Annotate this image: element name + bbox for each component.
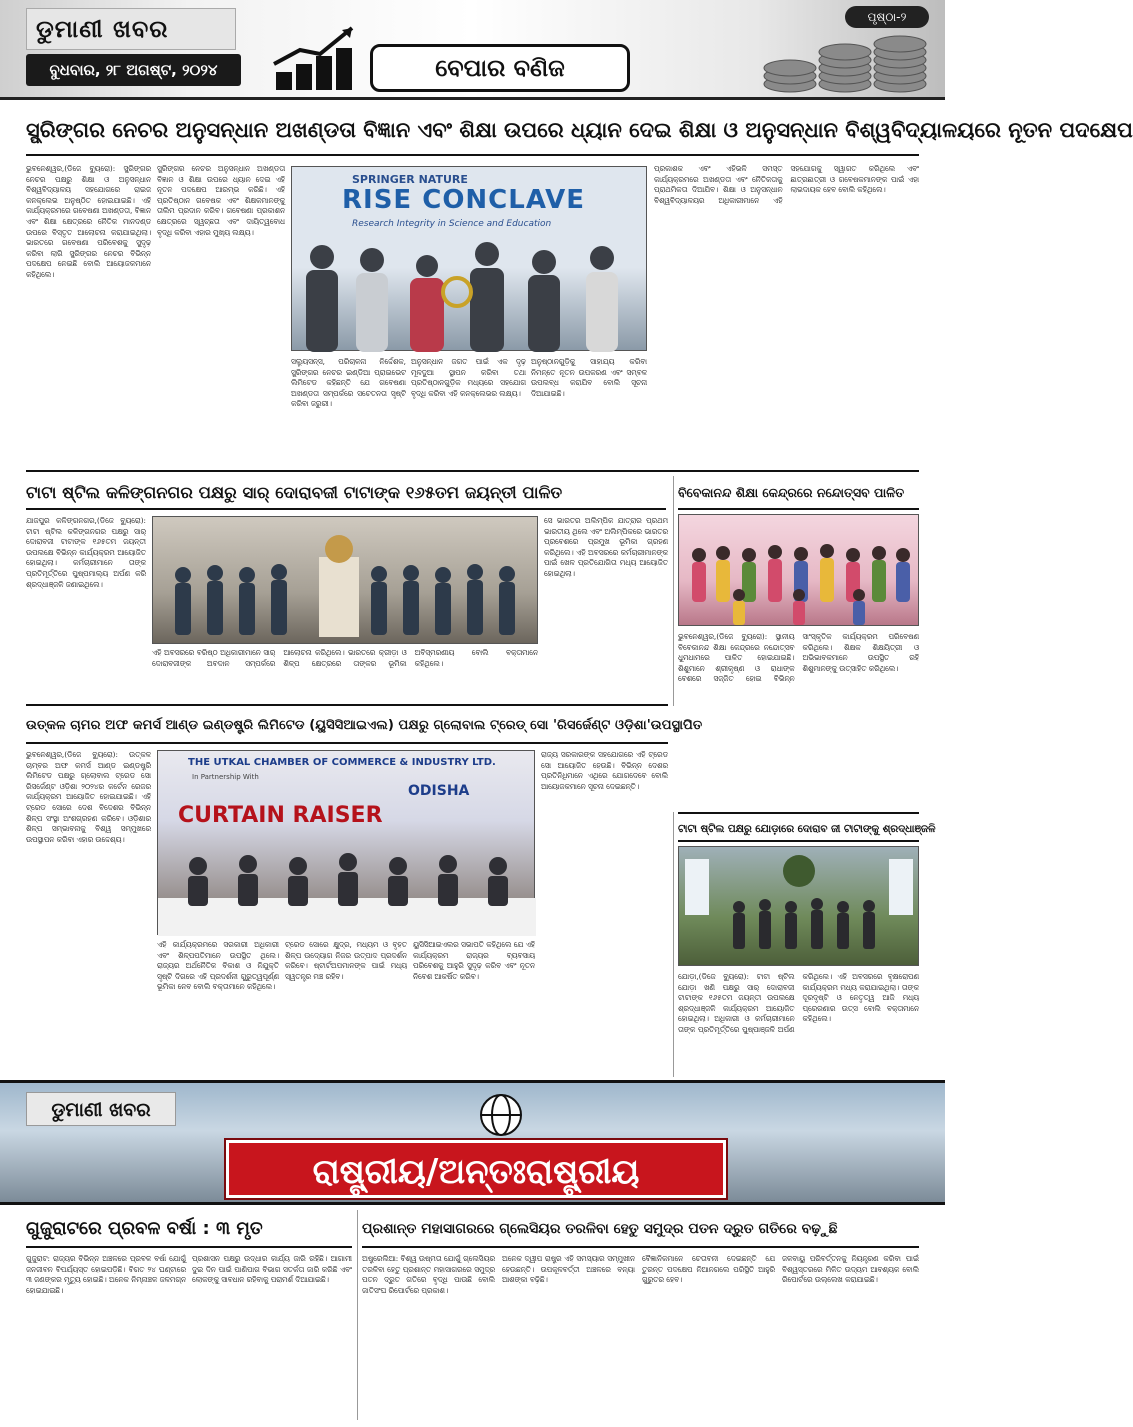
- photo-banner-sub: In Partnership With: [192, 773, 259, 781]
- story6-col1: ଗୁଜୁରାଟ: ରାଜ୍ୟର ବିଭିନ୍ନ ଅଞ୍ଚଳରେ ପ୍ରବଳ ବର୍ଷା ଯୋଗୁଁ ଜନଜୀବନ ବିପର୍ଯ୍ୟସ୍ତ ହୋଇପଡ଼ିଛି। ବିଗତ ୨୪ ଘଣ୍ଟାରେ ୩ ଜଣଙ୍କର ମୃତ୍ୟୁ ହୋଇଛି। ଅନେକ ନିମ୍ନାଞ୍ଚଳ ଜଳମଗ୍ନ ହୋଇଯାଇଛି।: [26, 1254, 186, 1295]
- story1-photo: [291, 166, 647, 351]
- story2-headline: ଟାଟା ଷ୍ଟିଲ କଳିଙ୍ଗନଗର ପକ୍ଷରୁ ସାର୍ ଦୋରାବଜୀ ଟାଟାଙ୍କ ୧୬୫ତମ ଜୟନ୍ତୀ ପାଳିତ: [26, 476, 666, 510]
- photo-banner-sub: Research Integrity in Science and Education: [352, 219, 552, 229]
- story7-col1: ଅଷ୍ଟ୍ରେଲିଆ: ବିଶ୍ୱ ଉଷ୍ମତା ଯୋଗୁଁ ଗ୍ଲେସିୟର ତରଳିବା ହେତୁ ପ୍ରଶାନ୍ତ ମହାସାଗରରେ ସମୁଦ୍ର ପତନ ଦ୍ରୁତ ଗତିରେ ବୃଦ୍ଧି ପାଉଛି ବୋଲି ଜାତିସଂଘ ରିପୋର୍ଟରେ ପ୍ରକାଶ।: [362, 1254, 495, 1295]
- globe-icon: [470, 1092, 532, 1138]
- story1-under-photo-1: ସଲ୍ୟୁସନ୍ସ, ପରିଚାଳନା ନିର୍ଦ୍ଦେଶକ, ସ୍ପ୍ରିଙ୍ଗର ନେଚର ଇଣ୍ଡିଆ ପ୍ରାଇଭେଟ ଲିମିଟେଡ କହିଛନ୍ତି ଯେ ଗବେଷଣା ଅଖଣ୍ଡତା ସମ୍ପର୍କରେ ସଚେତନତା ସୃଷ୍ଟି କରିବା ଜରୁରୀ।: [291, 357, 406, 409]
- story7-col2: ଅନେକ ଦ୍ୱୀପ ରାଷ୍ଟ୍ର ଏହି ସମସ୍ୟାର ସମ୍ମୁଖୀନ ହେଉଛନ୍ତି। ଉପକୂଳବର୍ତ୍ତୀ ଅଞ୍ଚଳରେ ବନ୍ୟା ଆଶଙ୍କା ବଢ଼ିଛି।: [502, 1254, 635, 1285]
- vertical-divider: [673, 812, 674, 1077]
- story1-under-photo-3: ଅନୁଷ୍ଠାନଗୁଡ଼ିକୁ ସାହାଯ୍ୟ କରିବା ନିମନ୍ତେ ନୂତନ ଉପକରଣ ଏବଂ ସମ୍ବଳ ଉପଲବ୍ଧ କରାଯିବ ବୋଲି ସୂଚନା ଦିଆଯାଇଛି।: [531, 357, 647, 398]
- story4-col5: ରାଜ୍ୟ ସରକାରଙ୍କ ସହଯୋଗରେ ଏହି ଟ୍ରେଡ ସୋ ଆୟୋଜିତ ହେଉଛି। ବିଭିନ୍ନ ଦେଶର ପ୍ରତିନିଧିମାନେ ଏଥିରେ ଯୋଗଦେବେ ବୋଲି ଆୟୋଜକମାନେ ସୂଚନା ଦେଇଛନ୍ତି।: [541, 750, 668, 791]
- story6-headline: ଗୁଜୁରାଟରେ ପ୍ରବଳ ବର୍ଷା : ୩ ମୃତ: [26, 1210, 352, 1248]
- issue-date: ବୁଧବାର, ୨୮ ଅଗଷ୍ଟ, ୨୦୨୪: [26, 54, 241, 86]
- story4-col3: ଟ୍ରେଡ ସୋରେ କ୍ଷୁଦ୍ର, ମଧ୍ୟମ ଓ ବୃହତ ଶିଳ୍ପ ଉଦ୍ୟୋଗ ନିଜର ଉତ୍ପାଦ ପ୍ରଦର୍ଶନ କରିବେ। ଷ୍ଟାର୍ଟଅପମାନଙ୍କ ପାଇଁ ମଧ୍ୟ ସ୍ୱତନ୍ତ୍ର ମଞ୍ଚ ରହିବ।: [285, 940, 407, 981]
- story7-col4: ଜଳବାୟୁ ପରିବର୍ତ୍ତନକୁ ନିୟନ୍ତ୍ରଣ କରିବା ପାଇଁ ବିଶ୍ୱସ୍ତରରେ ମିଳିତ ଉଦ୍ୟମ ଆବଶ୍ୟକ ବୋଲି ରିପୋର୍ଟରେ ଉଲ୍ଲେଖ କରାଯାଇଛି।: [782, 1254, 919, 1285]
- story3-text: ଭୁବନେଶ୍ୱର,(ଡିଜେ ବ୍ୟୁରୋ): ସ୍ଥାନୀୟ ବିବେକାନନ୍ଦ ଶିକ୍ଷା କେନ୍ଦ୍ରରେ ନନ୍ଦୋତ୍ସବ ଧୁମଧାମରେ ପାଳିତ ହୋଇଯାଇଛି। ଶିଶୁମାନେ ଶ୍ରୀକୃଷ୍ଣ ଓ ରାଧାଙ୍କ ବେଶରେ ସଜ୍ଜିତ ହୋଇ ବିଭିନ୍ନ ସାଂସ୍କୃତିକ କାର୍ଯ୍ୟକ୍ରମ ପରିବେଷଣ କରିଥିଲେ। ଶିକ୍ଷକ ଶିକ୍ଷୟିତ୍ରୀ ଓ ଅଭିଭାବକମାନେ ଉପସ୍ଥିତ ରହି ଶିଶୁମାନଙ୍କୁ ଉତ୍ସାହିତ କରିଥିଲେ।: [678, 632, 919, 684]
- divider: [26, 704, 668, 706]
- story7-headline: ପ୍ରଶାନ୍ତ ମହାସାଗରରେ ଗ୍ଲେସିୟର ତରଳିବା ହେତୁ ସମୁଦ୍ର ପତନ ଦ୍ରୁତ ଗତିରେ ବଢ଼ୁଛି: [362, 1210, 919, 1248]
- story5-text: ଯୋଡ଼ା,(ଡିଜେ ବ୍ୟୁରୋ): ଟାଟା ଷ୍ଟିଲ ଯୋଡ଼ା ଖଣି ପକ୍ଷରୁ ସାର୍ ଦୋରାବଜୀ ଟାଟାଙ୍କ ୧୬୫ତମ ଜୟନ୍ତୀ ଉପଲକ୍ଷେ ଶ୍ରଦ୍ଧାଞ୍ଜଳି କାର୍ଯ୍ୟକ୍ରମ ଆୟୋଜିତ ହୋଇଥିଲା। ଅଧିକାରୀ ଓ କର୍ମଚାରୀମାନେ ତାଙ୍କ ପ୍ରତିମୂର୍ତ୍ତିରେ ପୁଷ୍ପାଞ୍ଜଳି ଅର୍ପଣ କରିଥିଲେ। ଏହି ଅବସରରେ ବୃକ୍ଷରୋପଣ କାର୍ଯ୍ୟକ୍ରମ ମଧ୍ୟ କରାଯାଇଥିଲା। ତାଙ୍କ ଦୂରଦୃଷ୍ଟି ଓ ନେତୃତ୍ୱ ଆଜି ମଧ୍ୟ ପ୍ରେରଣାର ଉତ୍ସ ବୋଲି ବକ୍ତାମାନେ କହିଥିଲେ।: [678, 972, 919, 1034]
- people-silhouettes: [292, 232, 648, 352]
- coin-stack-image: [750, 20, 940, 96]
- divider: [26, 470, 919, 472]
- story4-col4: ୟୁସିସିଆଇଏଲର ସଭାପତି କହିଥିଲେ ଯେ ଏହି କାର୍ଯ୍ୟକ୍ରମ ରାଜ୍ୟର ବ୍ୟବସାୟ ପରିବେଶକୁ ଆହୁରି ସୁଦୃଢ଼ କରିବ ଏବଂ ନୂତନ ନିବେଶ ଆକର୍ଷିତ କରିବ।: [413, 940, 535, 981]
- page-number: ପୃଷ୍ଠା-୨: [845, 6, 929, 28]
- section-title: ବେପାର ବଣିଜ: [370, 44, 630, 92]
- brand-name: ଡୁମାଣୀ ଖବର: [36, 14, 169, 43]
- coin-growth-icon: [270, 24, 360, 94]
- panel-silhouettes: [158, 836, 536, 936]
- photo-banner: THE UTKAL CHAMBER OF COMMERCE & INDUSTRY LTD.: [188, 757, 496, 768]
- story3-headline: ବିବେକାନନ୍ଦ ଶିକ୍ଷା କେନ୍ଦ୍ରରେ ନନ୍ଦୋତ୍ସବ ପାଳିତ: [678, 476, 919, 510]
- story5-headline: ଟାଟା ଷ୍ଟିଲ ପକ୍ଷରୁ ଯୋଡ଼ାରେ ଦୋରାବ ଜୀ ଟାଟାଙ୍କୁ ଶ୍ରଦ୍ଧାଞ୍ଜଳି: [678, 812, 919, 842]
- photo-logo: ODISHA: [408, 783, 470, 799]
- section2-brand: ଡୁମାଣୀ ଖବର: [26, 1092, 176, 1126]
- staff-group-silhouettes: [153, 517, 539, 645]
- story4-photo: [157, 750, 535, 935]
- photo-caption: CURTAIN RAISER: [178, 803, 383, 828]
- photo-banner-main: RISE CONCLAVE: [342, 185, 586, 215]
- national-section-title: ରାଷ୍ଟ୍ରୀୟ/ଅନ୍ତଃରାଷ୍ଟ୍ରୀୟ: [226, 1140, 726, 1198]
- story1-col3: ପ୍ରକାଶକ ଏବଂ ଏହିଭଳି ସମସ୍ତ କାର୍ଯ୍ୟକ୍ରମରେ ଅଖଣ୍ଡତା ଏବଂ ନୈତିକତାକୁ ପ୍ରାଥମିକତା ଦିଆଯିବ। ଶିକ୍ଷା ଓ ଅନୁସନ୍ଧାନ ବିଶ୍ୱବିଦ୍ୟାଳୟର ଅଧିକାରୀମାନେ ଏହି ସହଯୋଗକୁ ସ୍ୱାଗତ କରିଥିଲେ ଏବଂ ଛାତ୍ରଛାତ୍ରୀ ଓ ଗବେଷକମାନଙ୍କ ପାଇଁ ଏହା ଲାଭଦାୟକ ହେବ ବୋଲି କହିଥିଲେ।: [654, 164, 919, 205]
- story4-col2: ଏହି କାର୍ଯ୍ୟକ୍ରମରେ ସରକାରୀ ଅଧିକାରୀ ଏବଂ ଶିଳ୍ପପତିମାନେ ଉପସ୍ଥିତ ଥିଲେ। ରାଜ୍ୟର ଅର୍ଥନୈତିକ ବିକାଶ ଓ ନିଯୁକ୍ତି ସୃଷ୍ଟି ଦିଗରେ ଏହି ପ୍ରଦର୍ଶନୀ ଗୁରୁତ୍ୱପୂର୍ଣ୍ଣ ଭୂମିକା ନେବ ବୋଲି ବକ୍ତାମାନେ କହିଥିଲେ।: [157, 940, 279, 992]
- story6-col2: ପ୍ରଶାସନ ପକ୍ଷରୁ ଉଦ୍ଧାର କାର୍ଯ୍ୟ ଜାରି ରହିଛି। ଆଗାମୀ ଦୁଇ ଦିନ ପାଇଁ ପାଣିପାଗ ବିଭାଗ ସତର୍କତା ଜାରି କରିଛି ଏବଂ ଲୋକଙ୍କୁ ସାବଧାନ ରହିବାକୁ ପରାମର୍ଶ ଦିଆଯାଇଛି।: [192, 1254, 352, 1285]
- story7-col3: ବୈଜ୍ଞାନିକମାନେ ଚେତାବନୀ ଦେଇଛନ୍ତି ଯେ ତୁରନ୍ତ ପଦକ୍ଷେପ ନିଆନଗଲେ ପରିସ୍ଥିତି ଆହୁରି ଗୁରୁତର ହେବ।: [642, 1254, 775, 1285]
- story4-col1: ଭୁବନେଶ୍ୱର,(ଡିଜେ ବ୍ୟୁରୋ): ଉତ୍କଳ ଚାମ୍ବର ଅଫ କମର୍ସ ଆଣ୍ଡ ଇଣ୍ଡଷ୍ଟ୍ରି ଲିମିଟେଡ ପକ୍ଷରୁ ଗ୍ଲୋବାଲ ଟ୍ରେଡ ସୋ ରିସର୍ଜେଣ୍ଟ ଓଡ଼ିଶା ୨୦୨୪ର କର୍ଟେନ ରେଜର କାର୍ଯ୍ୟକ୍ରମ ଆୟୋଜିତ ହୋଇଯାଇଛି। ଏହି ଟ୍ରେଡ ସୋରେ ଦେଶ ବିଦେଶର ବିଭିନ୍ନ ଶିଳ୍ପ ସଂସ୍ଥା ଅଂଶଗ୍ରହଣ କରିବେ। ଓଡ଼ିଶାର ଶିଳ୍ପ ସମ୍ଭାବନାକୁ ବିଶ୍ୱ ସମ୍ମୁଖରେ ଉପସ୍ଥାପନ କରିବା ଏହାର ଉଦ୍ଦେଶ୍ୟ।: [26, 750, 151, 844]
- photo-banner-top: SPRINGER NATURE: [352, 173, 468, 186]
- children-group-silhouettes: [679, 515, 920, 627]
- story1-col1: ଭୁବନେଶ୍ୱର,(ଡିଜେ ବ୍ୟୁରୋ): ସ୍ପ୍ରିଙ୍ଗର ନେଚର ପକ୍ଷରୁ ଶିକ୍ଷା ଓ ଅନୁସନ୍ଧାନ ବିଶ୍ୱବିଦ୍ୟାଳୟ ସହଯୋଗରେ ରାଇଜ କନକ୍ଲେଭ ଅନୁଷ୍ଠିତ ହୋଇଯାଇଛି। ଏହି କାର୍ଯ୍ୟକ୍ରମରେ ଗବେଷଣା ଅଖଣ୍ଡତା, ବିଜ୍ଞାନ ଏବଂ ଶିକ୍ଷା କ୍ଷେତ୍ରରେ ନୈତିକ ମାନଦଣ୍ଡ ଉପରେ ବିସ୍ତୃତ ଆଲୋଚନା କରାଯାଇଥିଲା। ଭାରତରେ ଗବେଷଣା ପରିବେଶକୁ ସୁଦୃଢ଼ କରିବା ଲାଗି ସ୍ପ୍ରିଙ୍ଗର ନେଚର ବିଭିନ୍ନ ପଦକ୍ଷେପ ନେଇଛି ବୋଲି ଆୟୋଜକମାନେ କହିଥିଲେ।: [26, 164, 151, 279]
- garden-gathering-silhouettes: [679, 847, 920, 967]
- story3-photo: [678, 514, 919, 626]
- story4-headline: ଉତ୍କଳ ଚାମର ଅଫ କମର୍ସ ଆଣ୍ଡ ଇଣ୍ଡଷ୍ଟ୍ରି ଲିମିଟେଡ (ୟୁସିସିଆଇଏଲ) ପକ୍ଷରୁ ଗ୍ଲୋବାଲ ଟ୍ରେଡ୍ ସୋ 'ରିସର୍ଜେଣ୍ଟ ଓଡ଼ିଶା'ଉପସ୍ଥାପିତ: [26, 708, 668, 744]
- story1-under-photo-2: ଅନୁସନ୍ଧାନ ଜଗତ ପାଇଁ ଏକ ଦୃଢ଼ ମୂଳଦୁଆ ସ୍ଥାପନ କରିବା ତଥା ପ୍ରତିଷ୍ଠାନଗୁଡ଼ିକ ମଧ୍ୟରେ ସହଯୋଗ ବୃଦ୍ଧି କରିବା ଏହି କନକ୍ଲେଭର ଲକ୍ଷ୍ୟ।: [411, 357, 526, 398]
- vertical-divider: [357, 1210, 358, 1420]
- story1-col2: ସ୍ପ୍ରିଙ୍ଗର ନେଚର ଅନୁସନ୍ଧାନ ଅଖଣ୍ଡତା ବିଜ୍ଞାନ ଓ ଶିକ୍ଷା ଉପରେ ଧ୍ୟାନ ଦେଇ ଏହି ନୂତନ ପଦକ୍ଷେପ ଆରମ୍ଭ କରିଛି। ଏହି ପ୍ରତିଷ୍ଠାନ ଗବେଷକ ଏବଂ ଶିକ୍ଷକମାନଙ୍କୁ ତାଲିମ ପ୍ରଦାନ କରିବ। ଗବେଷଣା ପ୍ରକାଶନ କ୍ଷେତ୍ରରେ ସ୍ୱଚ୍ଛତା ଏବଂ ଦାୟିତ୍ୱବୋଧ ବୃଦ୍ଧି କରିବା ଏହାର ମୁଖ୍ୟ ଲକ୍ଷ୍ୟ।: [157, 164, 285, 237]
- story2-photo: [152, 516, 538, 644]
- story1-headline: ସ୍ପ୍ରିଙ୍ଗର ନେଚର ଅନୁସନ୍ଧାନ ଅଖଣ୍ଡତା ବିଜ୍ଞାନ ଏବଂ ଶିକ୍ଷା ଉପରେ ଧ୍ୟାନ ଦେଇ ଶିକ୍ଷା ଓ ଅନୁସନ୍ଧାନ ବିଶ୍ୱବିଦ୍ୟାଳୟରେ ନୂତନ ପଦକ୍ଷେପ: [26, 104, 919, 156]
- story2-col2: ଏହି ଅବସରରେ ବରିଷ୍ଠ ଅଧିକାରୀମାନେ ସାର୍ ଦୋରାବଜୀଙ୍କ ଅବଦାନ ସମ୍ପର୍କରେ ଆଲୋଚନା କରିଥିଲେ। ଭାରତରେ କ୍ରୀଡ଼ା ଓ ଶିଳ୍ପ କ୍ଷେତ୍ରରେ ତାଙ୍କର ଭୂମିକା ଅବିସ୍ମରଣୀୟ ବୋଲି ବକ୍ତାମାନେ କହିଥିଲେ।: [152, 648, 538, 668]
- story2-col1: ଯାଜପୁର କଳିଙ୍ଗନଗର,(ଡିଜେ ବ୍ୟୁରୋ): ଟାଟା ଷ୍ଟିଲ କଳିଙ୍ଗନଗର ପକ୍ଷରୁ ସାର୍ ଦୋରାବଜୀ ଟାଟାଙ୍କ ୧୬୫ତମ ଜୟନ୍ତୀ ଉପଲକ୍ଷେ ବିଭିନ୍ନ କାର୍ଯ୍ୟକ୍ରମ ଆୟୋଜିତ ହୋଇଥିଲା। କର୍ମଚାରୀମାନେ ତାଙ୍କ ପ୍ରତିମୂର୍ତ୍ତିରେ ପୁଷ୍ପମାଲ୍ୟ ଅର୍ପଣ କରି ଶ୍ରଦ୍ଧାଞ୍ଜଳି ଜଣାଇଥିଲେ।: [26, 516, 146, 589]
- vertical-divider: [673, 476, 674, 706]
- story5-photo: [678, 846, 919, 966]
- story2-col3: ସେ ଭାରତର ଅଲିମ୍ପିକ ଯାତ୍ରାର ପ୍ରଥମ ଭାରତୀୟ ଥିଲେ ଏବଂ ଅଲିମ୍ପିକରେ ଭାରତର ପ୍ରବେଶରେ ପ୍ରମୁଖ ଭୂମିକା ଗ୍ରହଣ କରିଥିଲେ। ଏହି ଅବସରରେ କର୍ମଚାରୀମାନଙ୍କ ପାଇଁ ଖେଳ ପ୍ରତିଯୋଗିତା ମଧ୍ୟ ଆୟୋଜିତ ହୋଇଥିଲା।: [544, 516, 668, 578]
